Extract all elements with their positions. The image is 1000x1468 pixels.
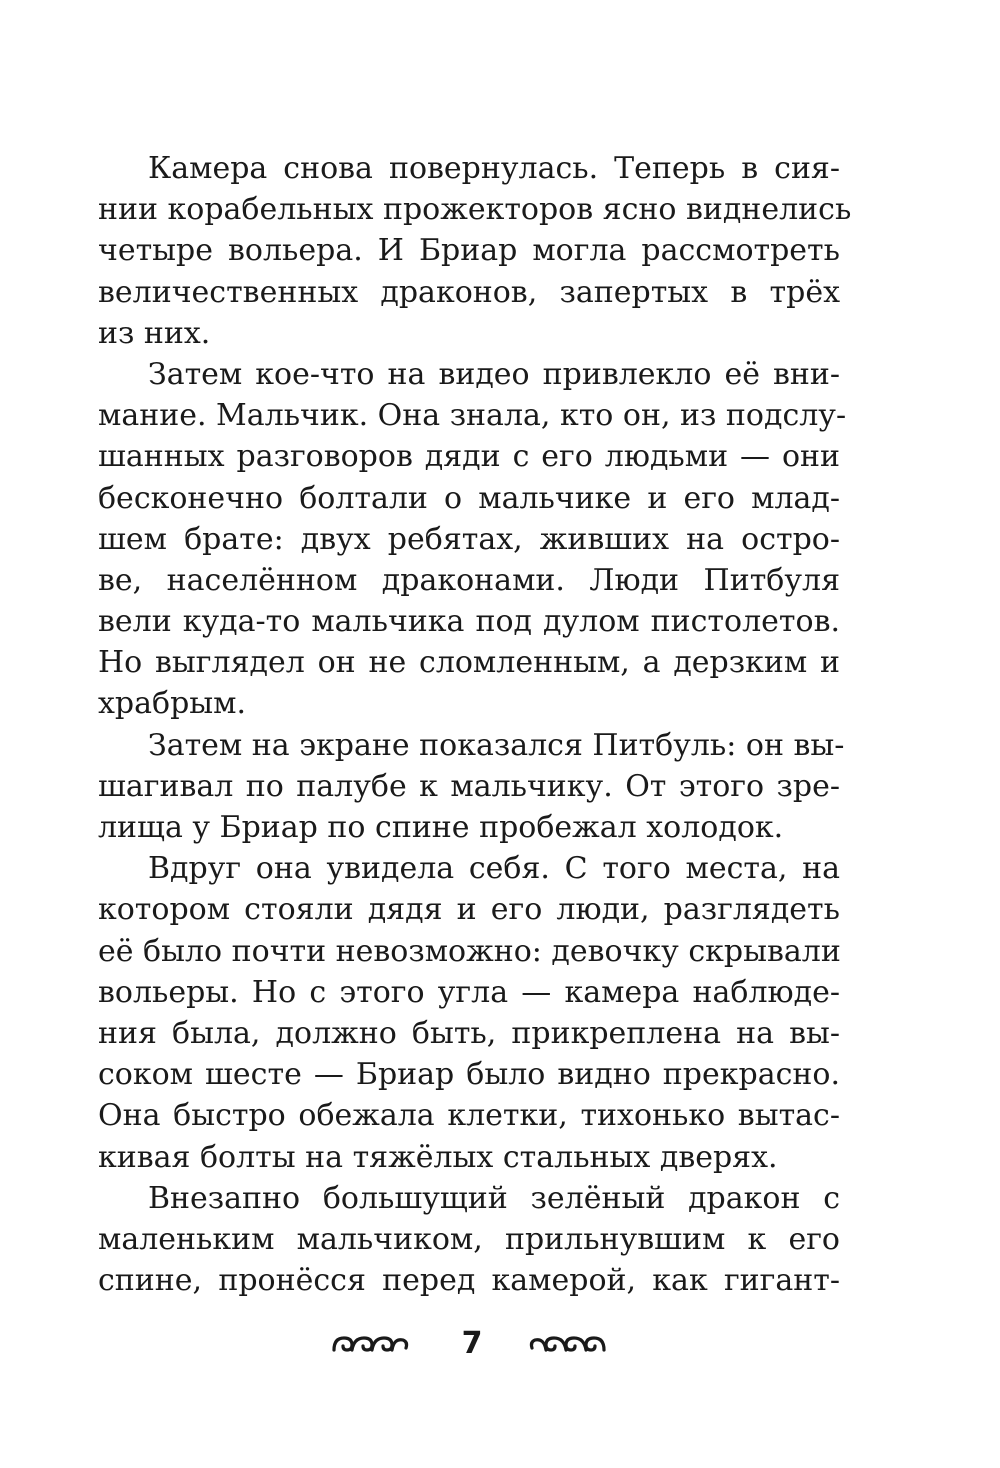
text-line: маленьким мальчиком, прильнувшим к его [98,1221,840,1257]
text-line: Вдруг она увидела себя. С того места, на [148,851,840,887]
text-line: нии корабельных прожекторов ясно виднелись [98,192,852,228]
text-line: Затем кое-что на видео привлекло её вни- [148,356,840,392]
body-text [98,148,852,1301]
text-line: Затем на экране показался Питбуль: он вы- [148,727,845,763]
scroll-ornament-icon [330,1328,410,1358]
scroll-ornament-icon [528,1328,608,1358]
text-line: храбрым. [98,686,247,722]
text-line: котором стояли дядя и его люди, разглядеть [98,892,840,928]
text-line: шанных разговоров дяди с его людьми — они [98,439,840,475]
text-line: вольеры. Но с этого угла — камера наблюде- [98,974,840,1010]
text-line: вели куда-то мальчика под дулом пистолетов. [98,604,840,640]
text-line: Внезапно большущий зелёный дракон с [148,1180,840,1216]
text-line: Но выглядел он не сломленным, а дерзким и [98,645,840,681]
text-line: бесконечно болтали о мальчике и его млад- [98,480,840,516]
text-line: шагивал по палубе к мальчику. От этого зре- [98,768,840,804]
text-line: шем брате: двух ребятах, живших на остро- [98,521,840,557]
text-line: Камера снова повернулась. Теперь в сия- [148,151,840,186]
text-line: из них. [98,315,211,351]
text-line: её было почти невозможно: девочку скрывали [98,933,841,969]
page-number: 7 [461,1326,483,1361]
text-line: ния была, должно быть, прикреплена на вы- [98,1015,840,1051]
text-line: кивая болты на тяжёлых стальных дверях. [98,1139,778,1175]
text-line: ве, населённом драконами. Люди Питбуля [98,562,840,598]
text-line: соком шесте — Бриар было видно прекрасно. [98,1057,840,1093]
text-line: четыре вольера. И Бриар могла рассмотреть [98,233,840,269]
text-line: мание. Мальчик. Она знала, кто он, из подслу- [98,398,847,434]
page-footer [0,1322,1000,1366]
text-line: Она быстро обежала клетки, тихонько вытас- [98,1098,840,1134]
text-line: лища у Бриар по спине пробежал холодок. [98,810,784,845]
text-line: величественных драконов, запертых в трёх [98,274,840,310]
text-line: спине, пронёсся перед камерой, как гигант- [98,1263,840,1299]
